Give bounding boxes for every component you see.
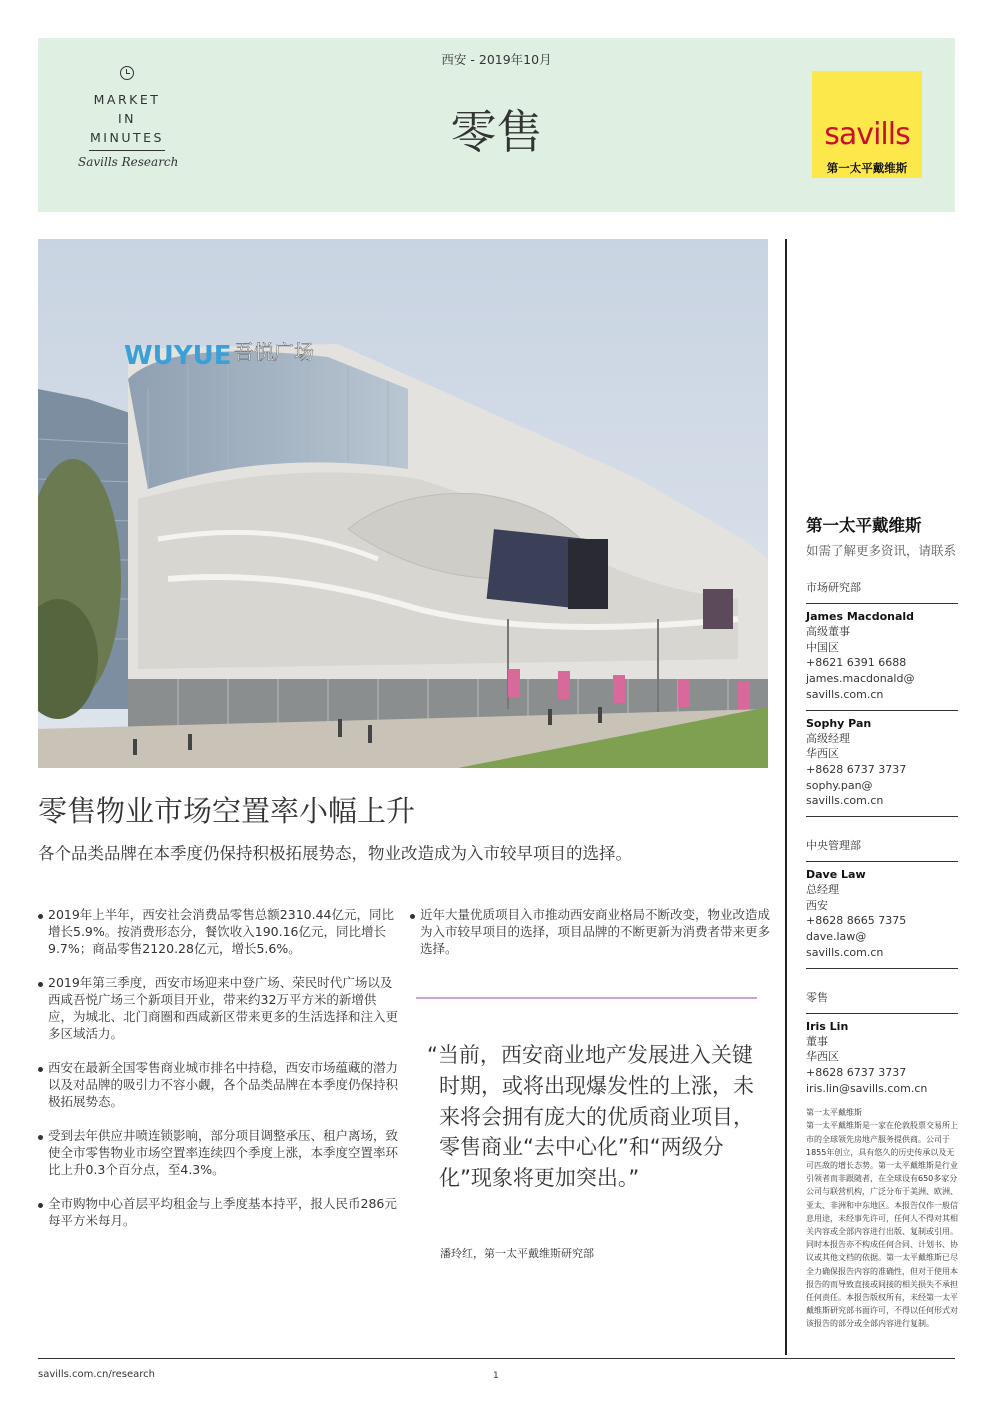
logo-chinese-name: 第一太平戴维斯 (826, 161, 908, 175)
hero-photo (38, 239, 768, 768)
contact-phone[interactable]: +8628 6737 3737 (806, 1065, 907, 1079)
column-divider (785, 239, 787, 1355)
contact-region: 中国区 (806, 640, 839, 654)
contact-name: Dave Law (806, 868, 866, 882)
header-band (38, 38, 955, 212)
brand-line-2: IN (117, 111, 137, 126)
contact-dave-law (806, 862, 958, 969)
contact-email[interactable]: iris.lin@savills.com.cn (806, 1081, 928, 1095)
contact-email-domain[interactable]: savills.com.cn (806, 687, 884, 701)
department-research: 市场研究部 (806, 579, 958, 604)
contact-email[interactable]: james.macdonald@ (806, 672, 915, 686)
disclaimer-text: 第一太平戴维斯是一家在伦敦股票交易所上市的全球领先房地产服务提供商。公司于1855年创立，具有悠久的历史传承以及无可匹敌的增长态势。第一太平戴维斯是行业引领者而非跟随者，在全球设有650多家分公司与联营机构，广泛分布于美洲、欧洲、亚太、非洲和中东地区。本报告仅作一般信息用途，未经事先许可，任何人不得对其相关内容或全部内容进行出版、复制或引用。同时本报告亦不构成任何合同、计划书、协议或其他文档的依据。第一太平戴维斯已尽全力确保报告内容的准确性，但对于使用本报告的而导致直接或间接的相关损失不承担任何责任。本报告版权所有，未经第一太平戴维斯研究部书面许可，不得以任何形式对该报告的部分或全部内容进行复制。 (806, 1121, 958, 1329)
brand-subtitle: Savills Research (78, 155, 179, 169)
article-subhead: 各个品类品牌在本季度仍保持积极拓展势态，物业改造成为入市较早项目的选择。 (38, 844, 632, 863)
contact-email[interactable]: sophy.pan@ (806, 778, 873, 792)
page-title: 零售 (450, 105, 543, 159)
contact-region: 华西区 (806, 747, 839, 761)
sign-chinese: 吾悦广场 (234, 340, 314, 364)
contact-region: 西安 (806, 898, 828, 912)
quote-divider (416, 997, 757, 999)
contact-phone[interactable]: +8621 6391 6688 (806, 656, 907, 670)
logo-wordmark: savills (824, 117, 910, 152)
footer-rule (38, 1358, 955, 1359)
brand-line-3: MINUTES (90, 130, 164, 145)
contact-email-domain[interactable]: savills.com.cn (806, 794, 884, 808)
contact-email[interactable]: dave.law@ (806, 930, 867, 944)
bullet-item: 全市购物中心首层平均租金与上季度基本持平，报人民币286元每平方米每月。 (38, 1195, 398, 1229)
quote-attribution: 潘玲红，第一太平戴维斯研究部 (440, 1247, 594, 1260)
article-headline: 零售物业市场空置率小幅上升 (38, 794, 416, 828)
contact-region: 华西区 (806, 1050, 839, 1064)
sidebar-title: 第一太平戴维斯 (806, 516, 922, 535)
contact-title: 高级董事 (806, 625, 850, 638)
bullet-column-right (410, 906, 770, 974)
disclaimer-heading: 第一太平戴维斯 (806, 1108, 862, 1118)
contact-title: 总经理 (806, 883, 839, 897)
contact-name: Iris Lin (806, 1019, 849, 1033)
brand-line-1: MARKET (93, 92, 161, 107)
bullet-item: 2019年第三季度，西安市场迎来中登广场、荣民时代广场以及西咸吾悦广场三个新项目开业，带来约32万平方米的新增供应，为城北、北门商圈和西咸新区带来更多的生活选择和注入更多区域活力。 (38, 974, 398, 1042)
bullet-item: 受到去年供应井喷连锁影响，部分项目调整承压、租户离场，致使全市零售物业市场空置率连续四个季度上涨，本季度空置率环比上升0.3个百分点，至4.3%。 (38, 1127, 398, 1178)
contact-iris-lin (806, 1014, 958, 1104)
bullet-item: 西安在最新全国零售商业城市排名中持稳，西安市场蕴藏的潜力以及对品牌的吸引力不容小觑，各个品类品牌在本季度仍保持积极拓展势态。 (38, 1059, 398, 1110)
savills-logo[interactable] (812, 71, 922, 178)
bullet-column-left (38, 906, 398, 1246)
contact-title: 董事 (806, 1034, 828, 1048)
sign-latin: WUYUE (124, 341, 232, 371)
bullet-item: 2019年上半年，西安社会消费品零售总额2310.44亿元，同比增长5.9%。按消费形态分，餐饮收入190.16亿元，同比增长9.7%；商品零售2120.28亿元，增长5.6%。 (38, 906, 398, 957)
contact-phone[interactable]: +8628 8665 7375 (806, 914, 907, 928)
contact-james-macdonald (806, 604, 958, 711)
mall-building-illustration (38, 239, 768, 768)
bullet-item: 近年大量优质项目入市推动西安商业格局不断改变，物业改造成为入市较早项目的选择，项目品牌的不断更新为消费者带来更多选择。 (410, 906, 770, 957)
sidebar-subtitle: 如需了解更多资讯，请联系 (806, 543, 957, 558)
footer-url[interactable]: savills.com.cn/research (38, 1369, 155, 1380)
department-retail: 零售 (806, 989, 958, 1014)
contact-email-domain[interactable]: savills.com.cn (806, 945, 884, 959)
contact-phone[interactable]: +8628 6737 3737 (806, 762, 907, 776)
pull-quote-text: “当前，西安商业地产发展进入关键时期，或将出现爆发性的上涨，未来将会拥有庞大的优质商业项目，零售商业“去中心化”和“两级分化”现象将更加突出。” (427, 1043, 754, 1191)
clock-icon (120, 66, 134, 80)
contact-name: James Macdonald (806, 610, 915, 623)
dateline: 西安 - 2019年10月 (441, 52, 552, 67)
contact-title: 高级经理 (806, 731, 850, 745)
pull-quote (427, 1040, 757, 1194)
page-number: 1 (493, 1371, 499, 1381)
contact-sidebar (806, 512, 958, 1331)
contact-sophy-pan (806, 711, 958, 818)
department-central-management: 中央管理部 (806, 837, 958, 862)
contact-name: Sophy Pan (806, 716, 872, 730)
